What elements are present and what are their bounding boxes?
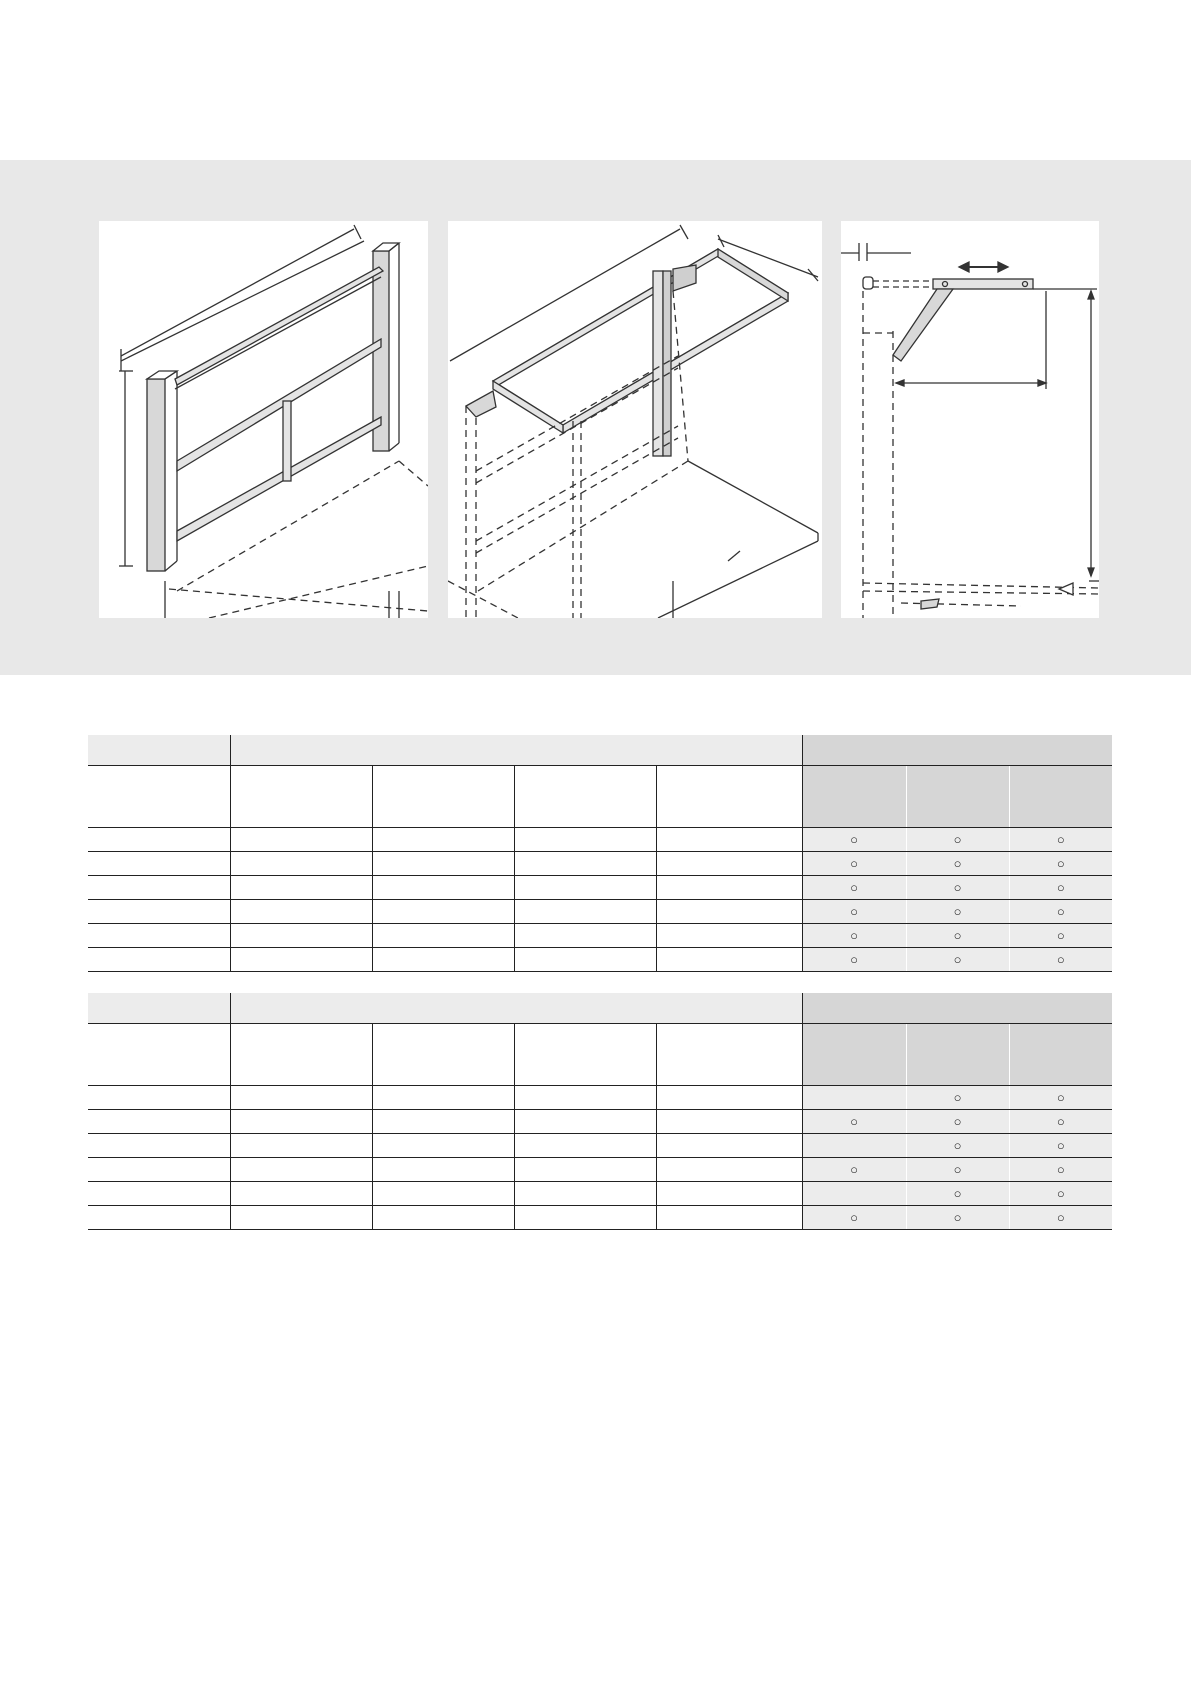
table-cell <box>88 948 230 972</box>
table-cell <box>514 900 656 924</box>
table-cell <box>230 1182 372 1206</box>
option-cell <box>906 1110 1009 1134</box>
header-cell-options-group <box>802 993 1112 1024</box>
table-cell <box>656 1158 802 1182</box>
table-cell <box>230 876 372 900</box>
column-header <box>656 1024 802 1086</box>
column-header <box>372 1024 514 1086</box>
option-cell <box>802 1182 906 1206</box>
column-header <box>906 1024 1009 1086</box>
table-cell <box>88 1206 230 1230</box>
table-row <box>88 852 1112 876</box>
table-cell <box>88 1086 230 1110</box>
table-cell <box>230 948 372 972</box>
column-header <box>1009 1024 1112 1086</box>
table-cell <box>514 924 656 948</box>
option-cell <box>802 1158 906 1182</box>
option-marker-icon: ○ <box>1056 1089 1065 1105</box>
option-cell <box>802 852 906 876</box>
table-cell <box>656 1206 802 1230</box>
table-cell <box>88 876 230 900</box>
table-row <box>88 876 1112 900</box>
option-cell <box>1009 876 1112 900</box>
table-cell <box>514 1110 656 1134</box>
option-marker-icon: ○ <box>953 1113 962 1129</box>
table-cell <box>656 924 802 948</box>
option-cell <box>1009 900 1112 924</box>
table-cell <box>230 852 372 876</box>
table-cell <box>230 900 372 924</box>
option-marker-icon: ○ <box>850 855 858 871</box>
table-row <box>88 1182 1112 1206</box>
table-cell <box>656 900 802 924</box>
option-marker-icon: ○ <box>953 879 962 895</box>
table-cell <box>372 1086 514 1110</box>
table-row <box>88 1110 1112 1134</box>
option-cell <box>802 1086 906 1110</box>
table-cell <box>372 1158 514 1182</box>
column-header <box>802 766 906 828</box>
option-marker-icon: ○ <box>850 927 858 943</box>
option-cell <box>802 1110 906 1134</box>
table-cell <box>230 1110 372 1134</box>
option-cell <box>1009 1182 1112 1206</box>
table-cell <box>372 948 514 972</box>
option-cell <box>1009 852 1112 876</box>
table-cell <box>372 876 514 900</box>
table-cell <box>88 1158 230 1182</box>
table-cell <box>656 876 802 900</box>
table-cell <box>656 1086 802 1110</box>
option-cell <box>1009 1158 1112 1182</box>
option-marker-icon: ○ <box>1056 831 1065 847</box>
table-row <box>88 948 1112 972</box>
option-marker-icon: ○ <box>953 951 962 967</box>
figure-upright-frame <box>99 221 428 618</box>
option-marker-icon: ○ <box>1056 1185 1065 1201</box>
table-cell <box>230 1158 372 1182</box>
column-header <box>1009 766 1112 828</box>
table-cell <box>514 876 656 900</box>
table-cell <box>514 852 656 876</box>
column-header <box>802 1024 906 1086</box>
table-row <box>88 924 1112 948</box>
table-cell <box>656 1110 802 1134</box>
option-marker-icon: ○ <box>953 1209 962 1225</box>
column-header <box>906 766 1009 828</box>
option-cell <box>906 852 1009 876</box>
table-cell <box>88 1110 230 1134</box>
option-cell <box>1009 948 1112 972</box>
option-marker-icon: ○ <box>1056 903 1065 919</box>
table-cell <box>372 1182 514 1206</box>
table-cell <box>514 1206 656 1230</box>
table-cell <box>656 852 802 876</box>
table-row <box>88 900 1112 924</box>
table-group-header-row <box>88 735 1112 766</box>
table-cell <box>514 828 656 852</box>
option-marker-icon: ○ <box>953 855 962 871</box>
option-cell <box>1009 1086 1112 1110</box>
option-cell <box>906 876 1009 900</box>
table-cell <box>88 924 230 948</box>
option-marker-icon: ○ <box>850 879 858 895</box>
option-marker-icon: ○ <box>850 1161 858 1177</box>
option-marker-icon: ○ <box>953 1089 962 1105</box>
table-cell <box>514 1086 656 1110</box>
option-marker-icon: ○ <box>850 831 858 847</box>
table-cell <box>230 1206 372 1230</box>
option-cell <box>1009 1134 1112 1158</box>
option-cell <box>802 924 906 948</box>
option-cell <box>1009 924 1112 948</box>
option-cell <box>802 1206 906 1230</box>
table-cell <box>372 1110 514 1134</box>
shelf-frame-drawing <box>448 221 822 618</box>
table-row <box>88 1206 1112 1230</box>
table-group-header-row <box>88 993 1112 1024</box>
table-cell <box>514 948 656 972</box>
option-cell <box>906 1086 1009 1110</box>
option-marker-icon: ○ <box>1056 927 1065 943</box>
option-cell <box>802 876 906 900</box>
table-row <box>88 1158 1112 1182</box>
option-marker-icon: ○ <box>953 1161 962 1177</box>
table-cell <box>372 828 514 852</box>
option-marker-icon: ○ <box>850 1209 858 1225</box>
option-cell <box>906 924 1009 948</box>
option-cell <box>802 1134 906 1158</box>
side-view-drawing <box>841 221 1099 618</box>
option-cell <box>802 948 906 972</box>
option-marker-icon: ○ <box>953 1137 962 1153</box>
table-cell <box>230 1086 372 1110</box>
option-marker-icon: ○ <box>1056 1137 1065 1153</box>
table-cell <box>656 948 802 972</box>
option-cell <box>906 900 1009 924</box>
option-cell <box>906 1134 1009 1158</box>
table-row <box>88 1086 1112 1110</box>
option-cell <box>1009 828 1112 852</box>
option-cell <box>906 948 1009 972</box>
table-cell <box>656 1134 802 1158</box>
table-cell <box>372 1206 514 1230</box>
column-header <box>372 766 514 828</box>
option-cell <box>1009 1110 1112 1134</box>
table-cell <box>88 900 230 924</box>
option-cell <box>802 900 906 924</box>
option-cell <box>906 828 1009 852</box>
column-header <box>88 766 230 828</box>
column-header <box>656 766 802 828</box>
table-cell <box>372 924 514 948</box>
column-header <box>230 1024 372 1086</box>
option-marker-icon: ○ <box>953 1185 962 1201</box>
table-cell <box>514 1134 656 1158</box>
option-marker-icon: ○ <box>1056 1161 1065 1177</box>
table-cell <box>372 900 514 924</box>
table-cell <box>372 852 514 876</box>
column-header <box>88 1024 230 1086</box>
table-cell <box>372 1134 514 1158</box>
table-cell <box>88 1134 230 1158</box>
option-marker-icon: ○ <box>1056 951 1065 967</box>
option-marker-icon: ○ <box>850 951 858 967</box>
table-cell <box>514 1158 656 1182</box>
option-marker-icon: ○ <box>953 903 962 919</box>
option-cell <box>802 828 906 852</box>
header-cell-dimensions-group <box>230 735 802 766</box>
upright-frame-drawing <box>99 221 428 618</box>
option-marker-icon: ○ <box>953 927 962 943</box>
spec-table-1 <box>88 735 1112 972</box>
table-cell <box>88 828 230 852</box>
option-cell <box>906 1158 1009 1182</box>
option-marker-icon: ○ <box>1056 1209 1065 1225</box>
column-header <box>514 1024 656 1086</box>
table-cell <box>230 1134 372 1158</box>
column-header <box>230 766 372 828</box>
figure-side-view <box>841 221 1099 618</box>
header-cell-label-group <box>88 993 230 1024</box>
option-marker-icon: ○ <box>1056 879 1065 895</box>
option-cell <box>906 1182 1009 1206</box>
option-marker-icon: ○ <box>1056 855 1065 871</box>
header-cell-label-group <box>88 735 230 766</box>
table-cell <box>656 1182 802 1206</box>
table-cell <box>514 1182 656 1206</box>
option-cell <box>1009 1206 1112 1230</box>
table-cell <box>88 852 230 876</box>
table-cell <box>656 828 802 852</box>
table-cell <box>88 1182 230 1206</box>
table-row <box>88 828 1112 852</box>
option-cell <box>906 1206 1009 1230</box>
table-cell <box>230 828 372 852</box>
option-marker-icon: ○ <box>850 1113 858 1129</box>
option-marker-icon: ○ <box>953 831 962 847</box>
table-cell <box>230 924 372 948</box>
figure-shelf-frame <box>448 221 822 618</box>
table-column-header-row <box>88 766 1112 828</box>
column-header <box>514 766 656 828</box>
table-column-header-row <box>88 1024 1112 1086</box>
option-marker-icon: ○ <box>1056 1113 1065 1129</box>
header-cell-options-group <box>802 735 1112 766</box>
spec-table-2 <box>88 993 1112 1230</box>
table-row <box>88 1134 1112 1158</box>
option-marker-icon: ○ <box>850 903 858 919</box>
header-cell-dimensions-group <box>230 993 802 1024</box>
